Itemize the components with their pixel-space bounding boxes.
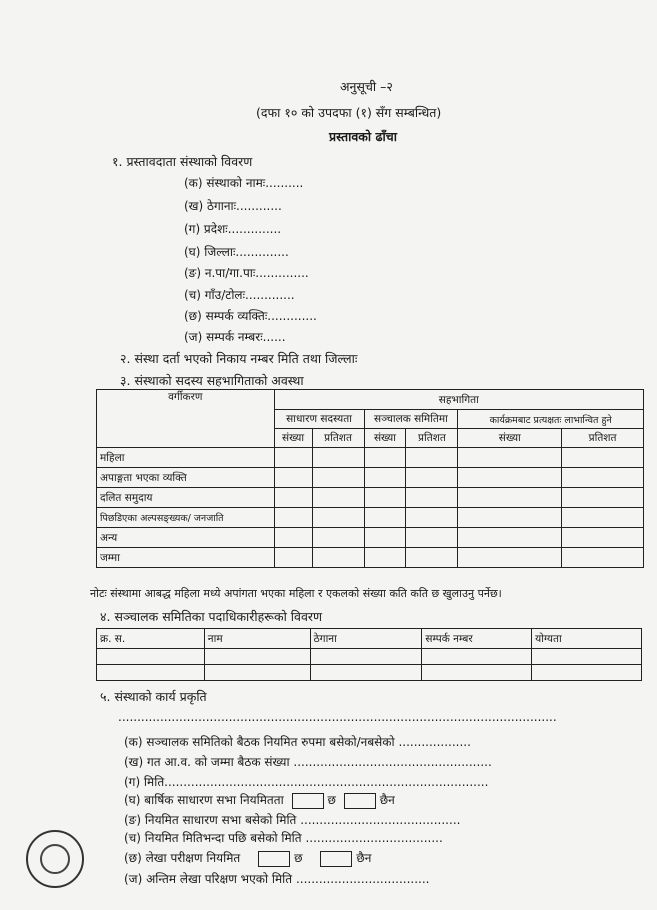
cell[interactable] <box>562 548 644 568</box>
item-org-name: (क) संस्थाको नामः.......... <box>184 176 304 190</box>
cell[interactable] <box>458 488 562 508</box>
cell[interactable] <box>312 488 364 508</box>
item-village-tole: (च) गाँउ/टोलः............. <box>184 288 295 302</box>
section3-title: ३. संस्थाको सदस्य सहभागिताको अवस्था <box>120 373 304 388</box>
row-label: दलित समुदाय <box>97 488 275 508</box>
row-label: अपाङ्गता भएका व्यक्ति <box>97 468 275 488</box>
audit-no-checkbox[interactable] <box>320 851 352 867</box>
item-audit-regular: (छ) लेखा परीक्षण नियमित छ छैन <box>124 851 372 865</box>
item-province: (ग) प्रदेशः.............. <box>184 222 282 236</box>
schedule-reference: (दफा १० को उपदफा (१) सँग सम्बन्धित) <box>256 105 442 120</box>
cell[interactable] <box>406 448 458 468</box>
col-participation-header: सहभागिता <box>274 390 643 410</box>
table-row <box>97 488 644 508</box>
cell[interactable] <box>312 528 364 548</box>
section4-title: ४. सञ्चालक समितिका पदाधिकारीहरूको विवरण <box>100 609 323 624</box>
cell[interactable] <box>364 488 406 508</box>
section1-title: १. प्रस्तावदाता संस्थाको विवरण <box>112 154 253 169</box>
cell[interactable] <box>310 665 422 681</box>
item-meeting-count: (ख) गत आ.व. को जम्मा बैठक संख्या .................................................... <box>124 755 492 769</box>
cell[interactable] <box>562 528 644 548</box>
item-address: (ख) ठेगानाः............ <box>184 199 282 213</box>
sub-header: प्रतिशत <box>562 429 644 448</box>
cell[interactable] <box>458 448 562 468</box>
item-board-meeting: (क) सञ्चालक समितिको बैठक नियमित रुपमा बसेको/नबसेको ................... <box>124 735 471 749</box>
header-serial: क्र. स. <box>97 629 205 649</box>
cell[interactable] <box>310 649 422 665</box>
cell[interactable] <box>274 508 312 528</box>
sub-header: संख्या <box>458 429 562 448</box>
cell[interactable] <box>422 649 532 665</box>
cell[interactable] <box>204 665 310 681</box>
cell[interactable] <box>364 548 406 568</box>
section2-title: २. संस्था दर्ता भएको निकाय नम्बर मिति तथा जिल्लाः <box>120 351 358 366</box>
table-row <box>97 649 642 665</box>
item-contact-number: (ज) सम्पर्क नम्बरः...... <box>184 330 286 344</box>
table-row <box>97 508 644 528</box>
cell[interactable] <box>406 488 458 508</box>
participation-table <box>96 389 644 568</box>
cell[interactable] <box>274 528 312 548</box>
form-title: प्रस्तावको ढाँचा <box>329 129 397 144</box>
header-qualification: योग्यता <box>532 629 642 649</box>
header-contact: सम्पर्क नम्बर <box>422 629 532 649</box>
sub-header: प्रतिशत <box>312 429 364 448</box>
row-label: अन्य <box>97 528 275 548</box>
cell[interactable] <box>274 468 312 488</box>
cell[interactable] <box>532 665 642 681</box>
cell[interactable] <box>312 448 364 468</box>
item-last-audit-date: (ज) अन्तिम लेखा परिक्षण भएको मिति ................................... <box>124 872 430 886</box>
cell[interactable] <box>312 468 364 488</box>
agm-no-checkbox[interactable] <box>344 793 376 809</box>
cell[interactable] <box>364 528 406 548</box>
cell[interactable] <box>274 448 312 468</box>
group-general-membership: साधारण सदस्यता <box>274 410 364 429</box>
schedule-label: अनुसूची –२ <box>340 79 393 94</box>
table-row <box>97 528 644 548</box>
section3-note: नोटः संस्थामा आबद्ध महिला मध्ये अपांगता भएका महिला र एकलको संख्या कति कति छ खुलाउनु पर्नेछ। <box>90 587 502 600</box>
section5-title: ५. संस्थाको कार्य प्रकृति <box>100 689 207 704</box>
header-address: ठेगाना <box>310 629 422 649</box>
cell[interactable] <box>532 649 642 665</box>
row-label: पिछडिएका अल्पसङ्ख्यक/ जनजाति <box>97 508 275 528</box>
group-board: सञ्चालक समितिमा <box>364 410 458 429</box>
sub-header: प्रतिशत <box>406 429 458 448</box>
cell[interactable] <box>406 508 458 528</box>
cell[interactable] <box>274 548 312 568</box>
cell[interactable] <box>364 508 406 528</box>
cell[interactable] <box>97 649 205 665</box>
table-row <box>97 468 644 488</box>
cell[interactable] <box>97 665 205 681</box>
stamp-seal <box>26 830 84 888</box>
header-name: नाम <box>204 629 310 649</box>
cell[interactable] <box>406 548 458 568</box>
cell[interactable] <box>458 548 562 568</box>
cell[interactable] <box>458 468 562 488</box>
table-row <box>97 548 644 568</box>
item-agm-date: (ङ) नियमित साधारण सभा बसेको मिति .......................................... <box>124 813 461 827</box>
cell[interactable] <box>204 649 310 665</box>
cell[interactable] <box>312 548 364 568</box>
row-label: जम्मा <box>97 548 275 568</box>
table-row <box>97 448 644 468</box>
cell[interactable] <box>312 508 364 528</box>
section5-blank-line[interactable]: ................................................................................................................... <box>118 710 557 724</box>
item-contact-person: (छ) सम्पर्क व्यक्तिः............. <box>184 309 317 323</box>
cell[interactable] <box>458 528 562 548</box>
cell[interactable] <box>562 468 644 488</box>
officials-table <box>96 628 642 681</box>
cell[interactable] <box>562 448 644 468</box>
cell[interactable] <box>406 468 458 488</box>
cell[interactable] <box>422 665 532 681</box>
cell[interactable] <box>562 488 644 508</box>
sub-header: संख्या <box>274 429 312 448</box>
cell[interactable] <box>364 448 406 468</box>
cell[interactable] <box>406 528 458 548</box>
agm-yes-checkbox[interactable] <box>292 793 324 809</box>
item-date: (ग) मिति..................................................................................... <box>124 775 489 789</box>
cell[interactable] <box>458 508 562 528</box>
cell[interactable] <box>364 468 406 488</box>
item-agm-regular: (घ) बार्षिक साधारण सभा नियमितता छ छैन <box>124 793 395 807</box>
row-label: महिला <box>97 448 275 468</box>
cell[interactable] <box>562 508 644 528</box>
item-late-date: (च) नियमित मितिभन्दा पछि बसेको मिति .................................... <box>124 831 443 845</box>
col-category-header: वर्गीकरण <box>97 390 275 448</box>
audit-yes-checkbox[interactable] <box>258 851 290 867</box>
cell[interactable] <box>274 488 312 508</box>
item-municipality: (ङ) न.पा/गा.पाः.............. <box>184 266 309 280</box>
group-beneficiaries: कार्यक्रमबाट प्रत्यक्षतः लाभान्वित हुने <box>458 410 644 429</box>
item-district: (घ) जिल्लाः.............. <box>184 245 289 259</box>
sub-header: संख्या <box>364 429 406 448</box>
table-row <box>97 665 642 681</box>
